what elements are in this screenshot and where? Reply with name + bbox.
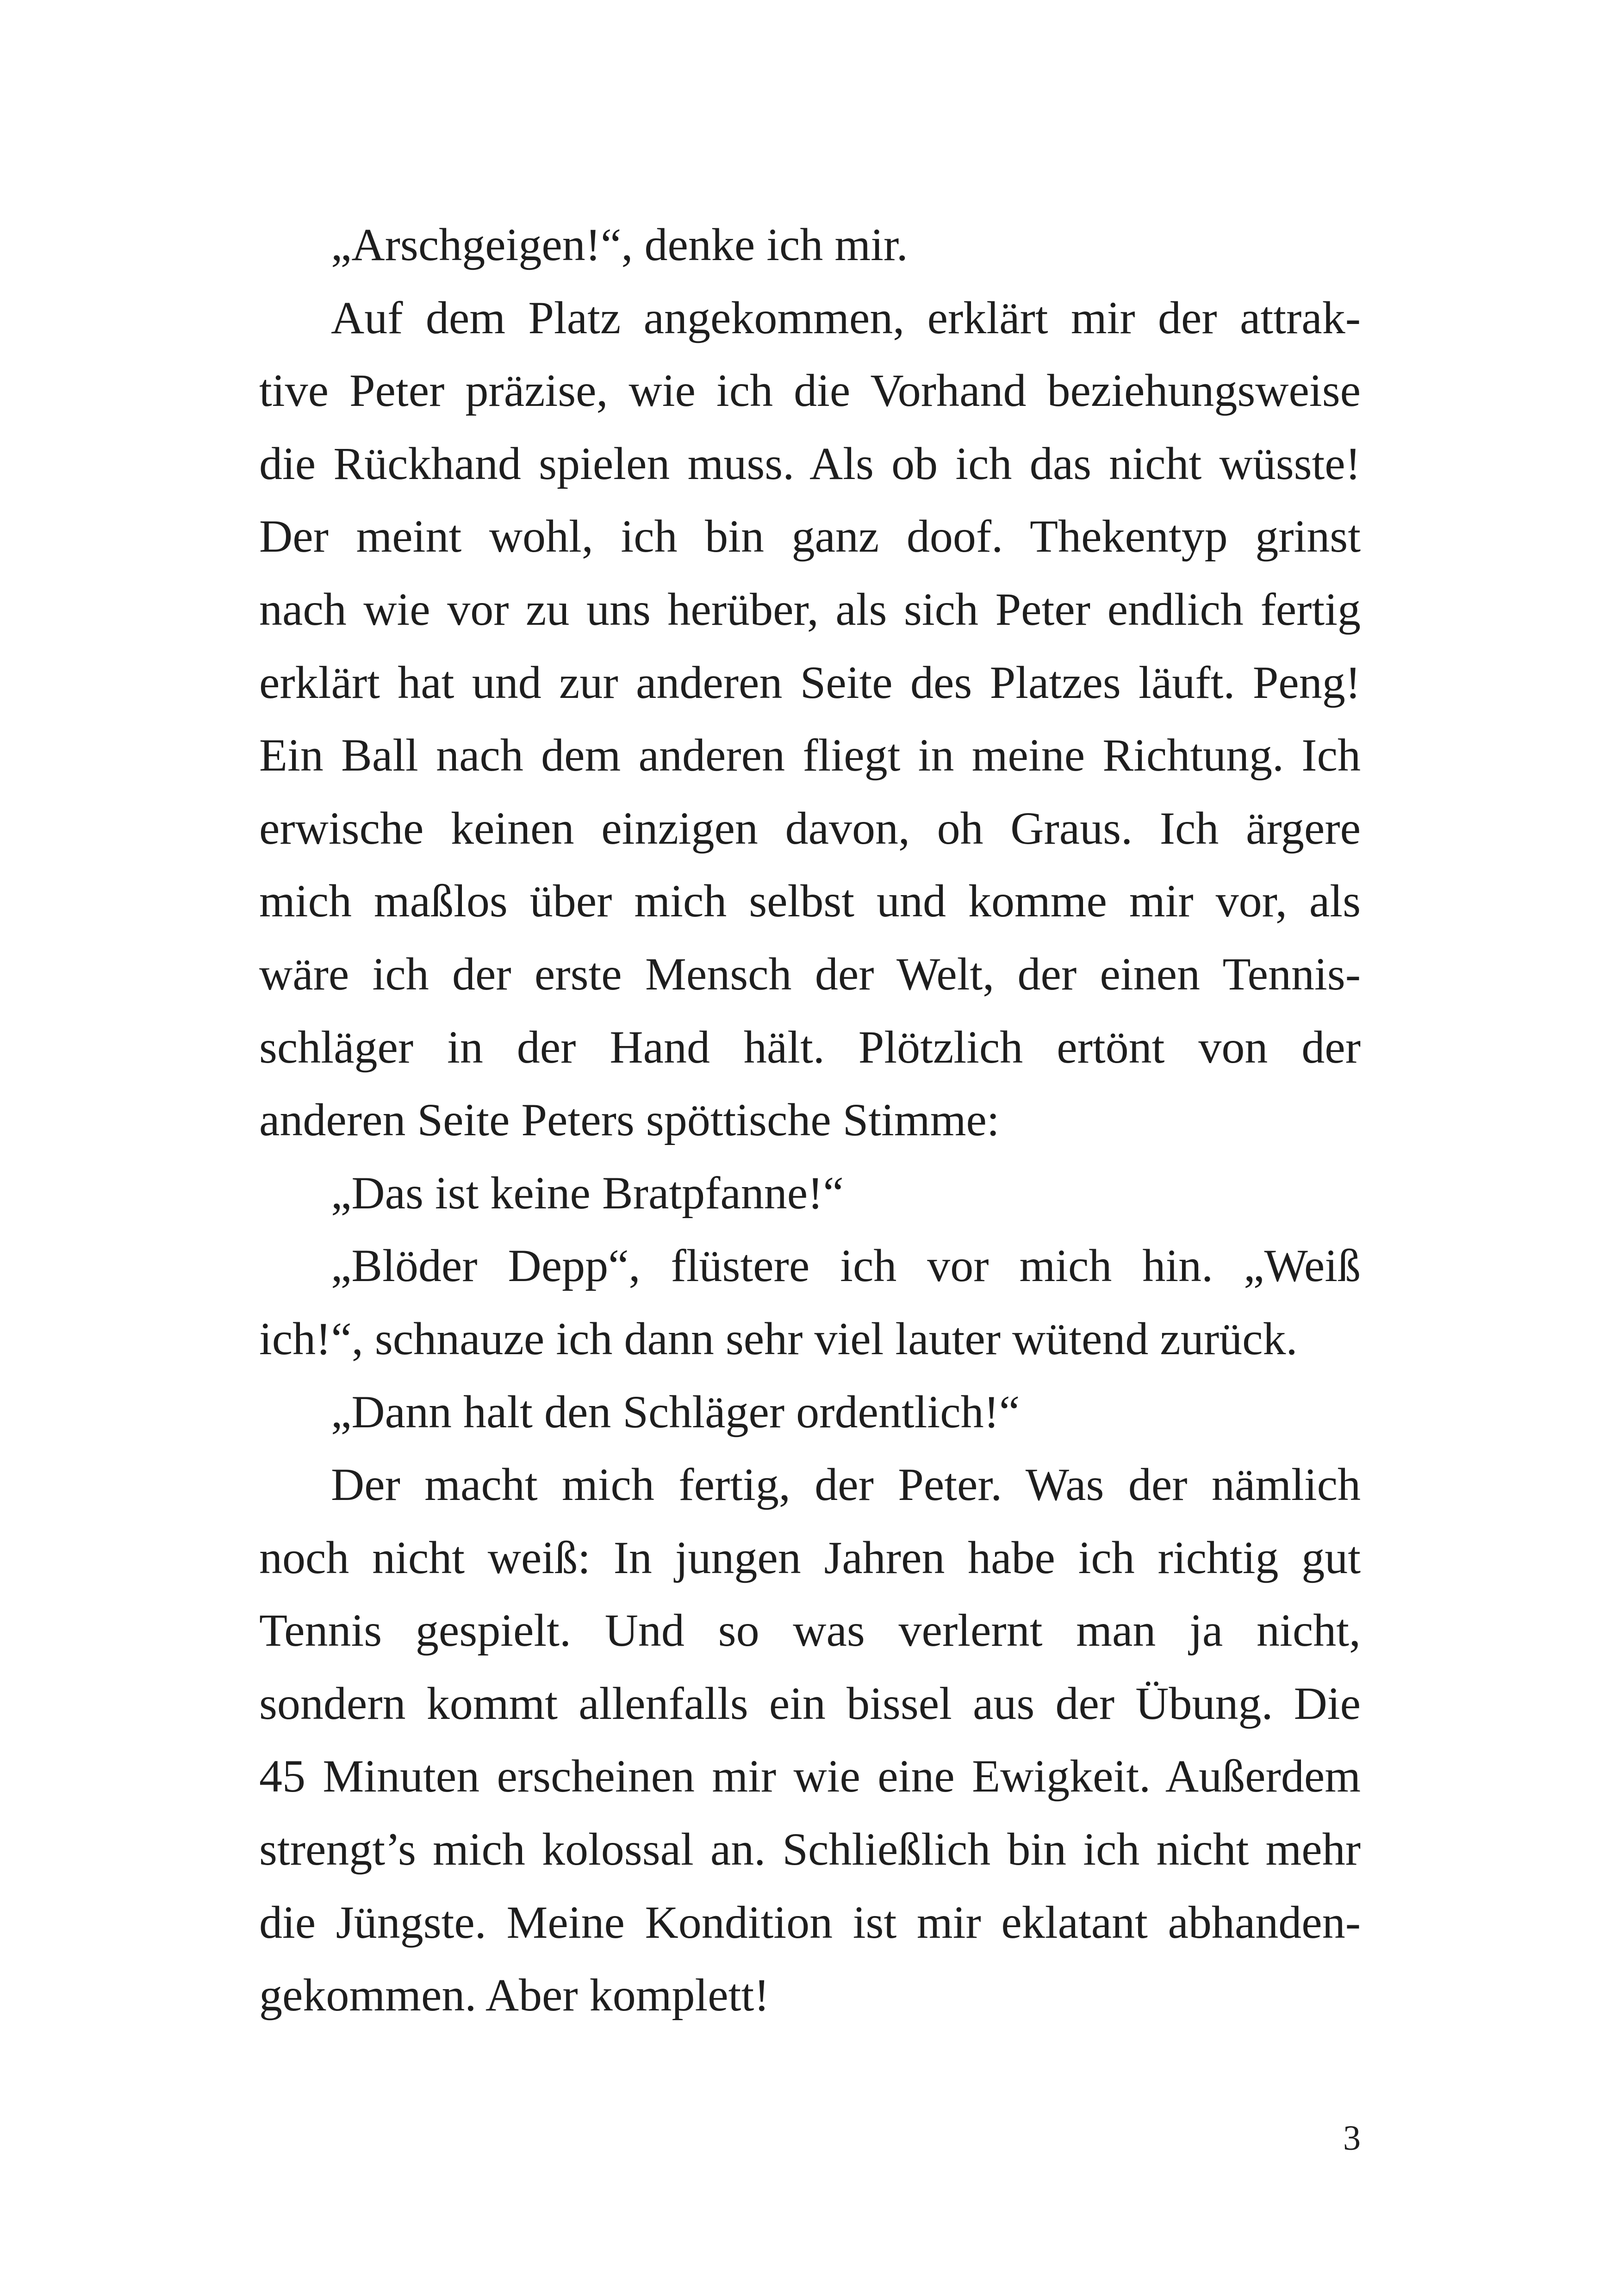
text-line: schläger in der Hand hält. Plötzlich ertönt von der	[259, 1021, 1361, 1073]
text-line: sondern kommt allenfalls ein bissel aus der Übung. Die	[259, 1677, 1361, 1729]
text-line: die Rückhand spielen muss. Als ob ich das nicht wüsste!	[259, 437, 1361, 489]
text-line: „Das ist keine Bratpfanne!“	[331, 1167, 844, 1219]
text-line: tive Peter präzise, wie ich die Vorhand beziehungsweise	[259, 365, 1361, 417]
text-line: mich maßlos über mich selbst und komme mir vor, als	[259, 875, 1361, 927]
text-line: Der macht mich fertig, der Peter. Was der nämlich	[331, 1459, 1361, 1511]
text-line: gekommen. Aber komplett!	[259, 1969, 770, 2021]
text-line: nach wie vor zu uns herüber, als sich Peter endlich fertig	[259, 583, 1361, 635]
text-line: „Blöder Depp“, flüstere ich vor mich hin. „Weiß	[331, 1240, 1361, 1292]
text-line: 45 Minuten erscheinen mir wie eine Ewigkeit. Außerdem	[259, 1750, 1361, 1802]
text-line: „Arschgeigen!“, denke ich mir.	[331, 219, 908, 270]
text-line: anderen Seite Peters spöttische Stimme:	[259, 1094, 1000, 1146]
text-line: strengt’s mich kolossal an. Schließlich bin ich nicht mehr	[259, 1823, 1361, 1875]
page-number: 3	[1343, 2119, 1361, 2158]
text-line: erwische keinen einzigen davon, oh Graus. Ich ärgere	[259, 802, 1361, 854]
text-line: erklärt hat und zur anderen Seite des Platzes läuft. Peng!	[259, 656, 1361, 708]
body-text	[259, 208, 1361, 2032]
text-line: noch nicht weiß: In jungen Jahren habe ich richtig gut	[259, 1531, 1361, 1583]
text-line: Ein Ball nach dem anderen fliegt in meine Richtung. Ich	[259, 729, 1361, 781]
text-line: wäre ich der erste Mensch der Welt, der einen Tennis-	[259, 948, 1361, 1000]
text-line: die Jüngste. Meine Kondition ist mir eklatant abhanden-	[259, 1896, 1361, 1948]
text-line: „Dann halt den Schläger ordentlich!“	[331, 1386, 1020, 1437]
text-line: Auf dem Platz angekommen, erklärt mir der attrak-	[331, 292, 1361, 343]
text-line: Der meint wohl, ich bin ganz doof. Thekentyp grinst	[259, 510, 1361, 562]
text-line: ich!“, schnauze ich dann sehr viel lauter wütend zurück.	[259, 1313, 1298, 1364]
text-line: Tennis gespielt. Und so was verlernt man ja nicht,	[259, 1605, 1361, 1656]
